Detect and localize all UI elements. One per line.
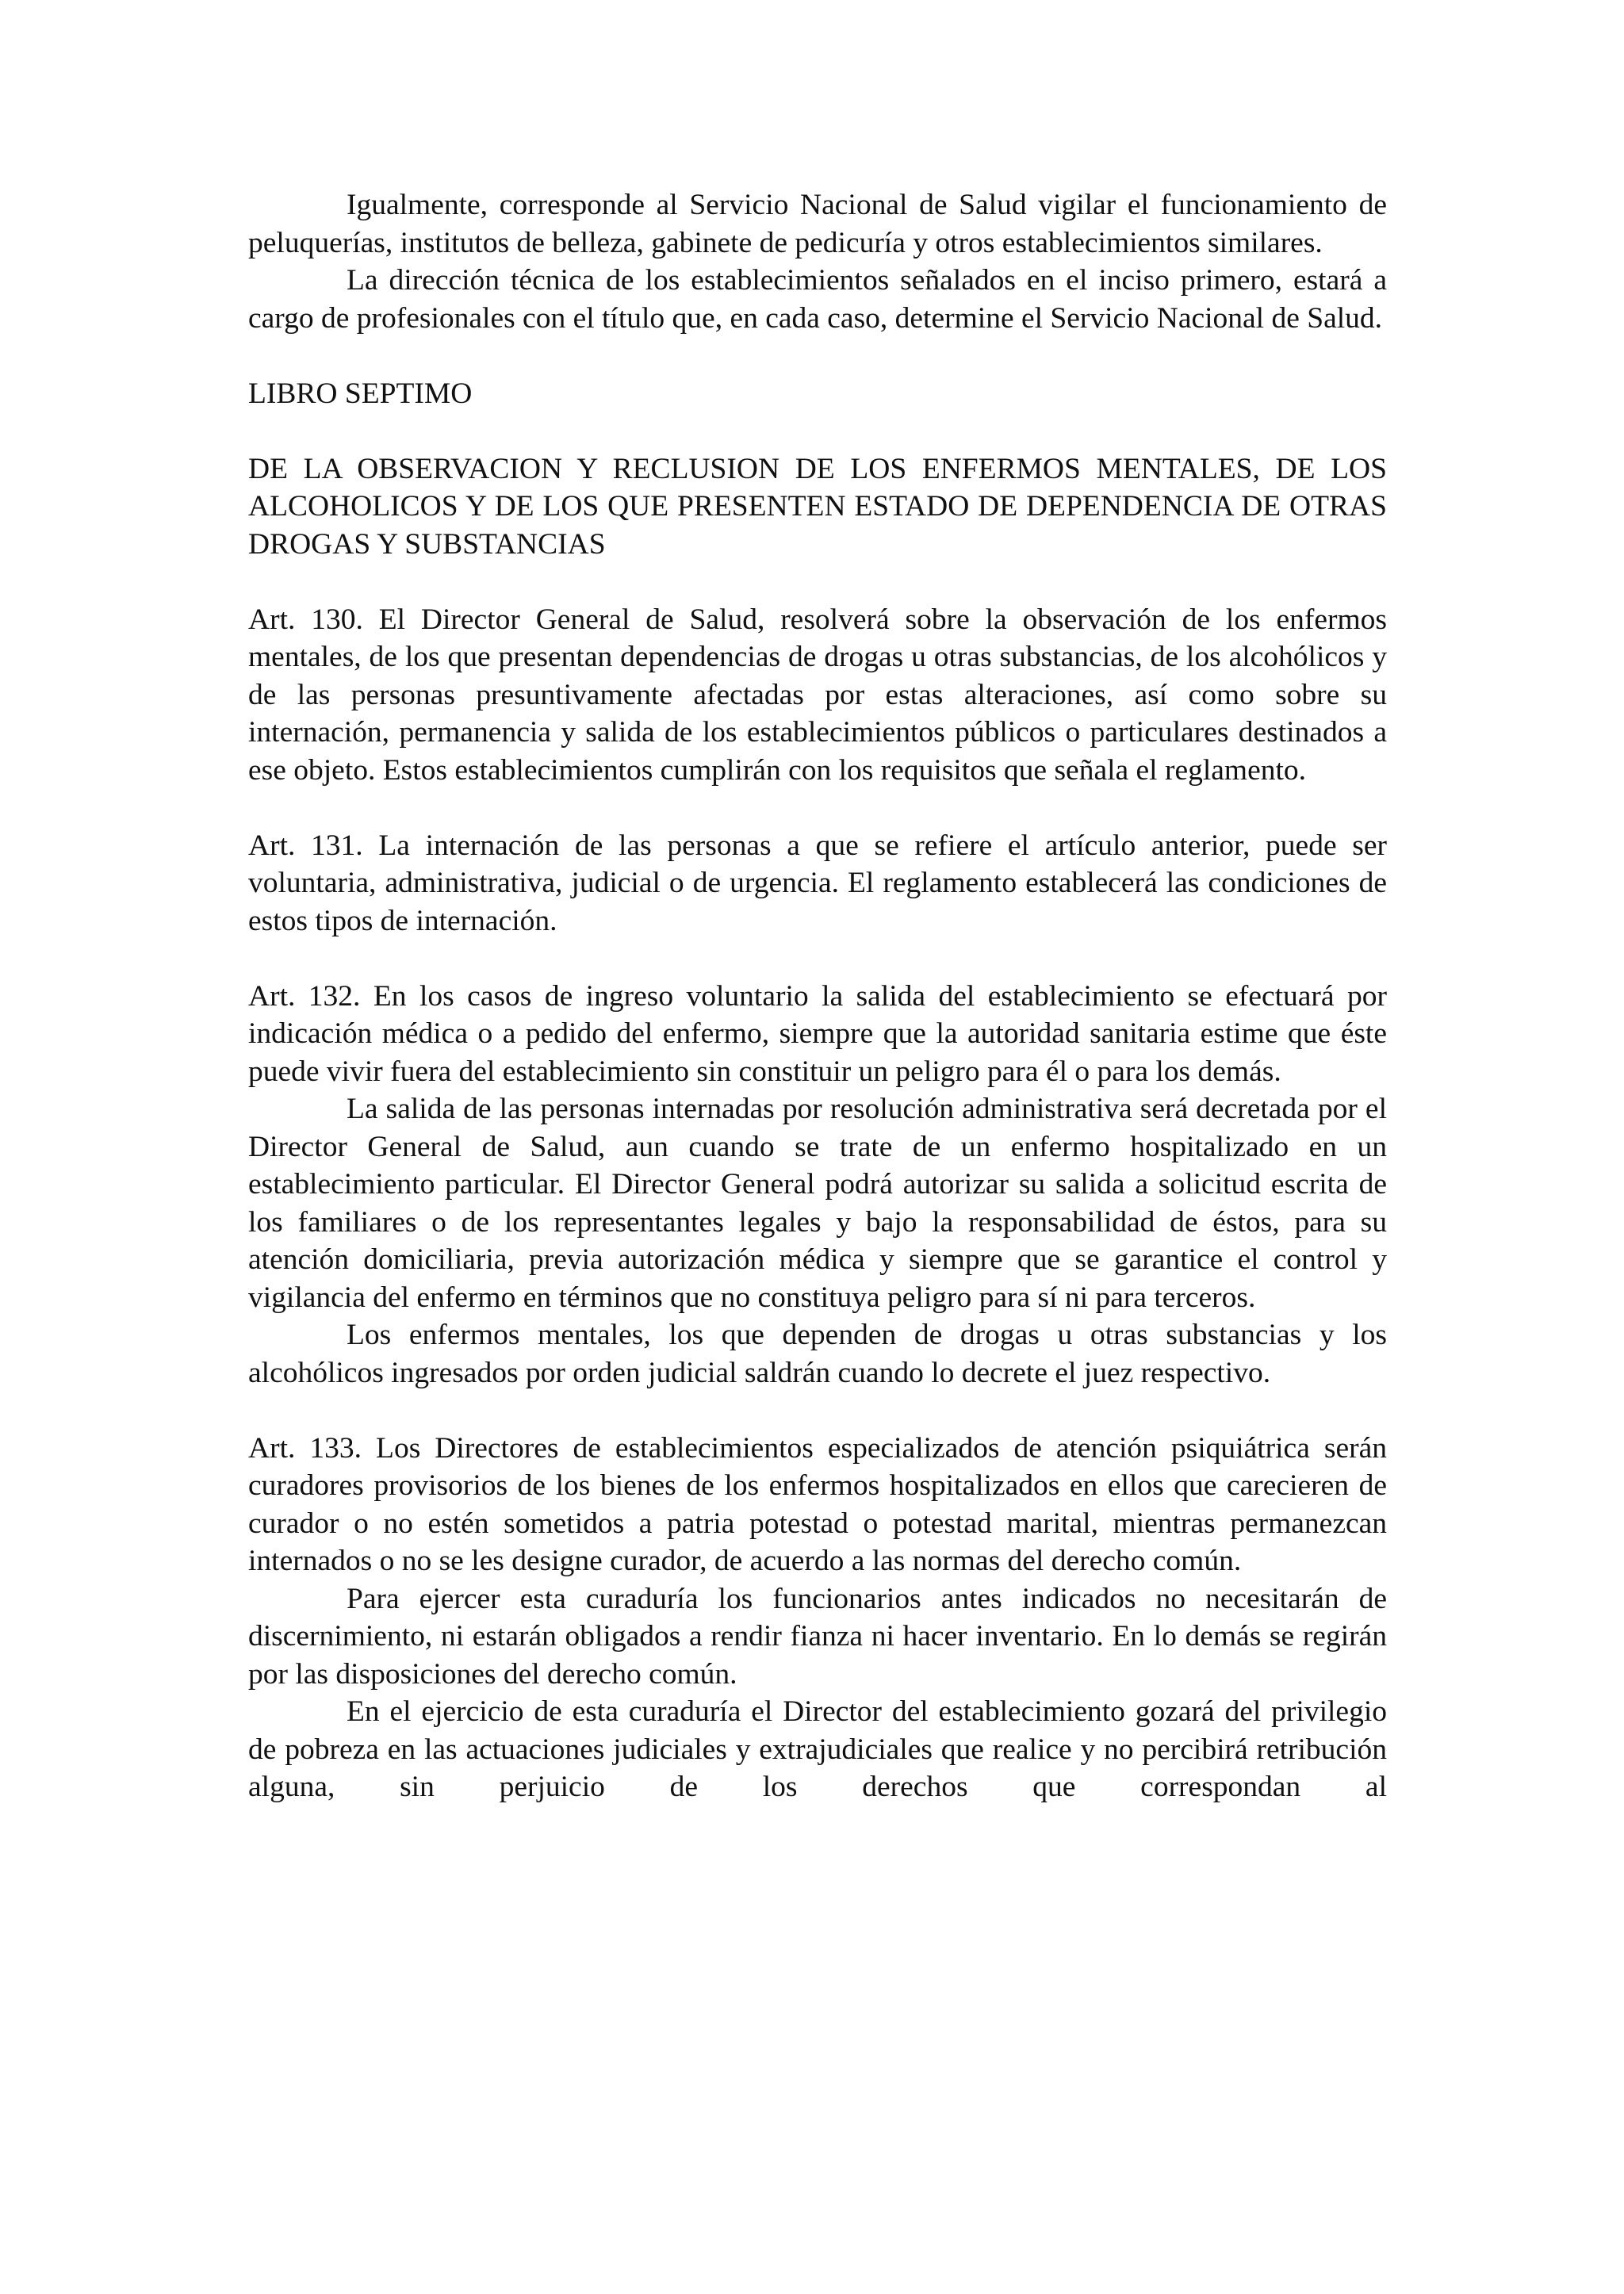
book-title: LIBRO SEPTIMO	[248, 377, 473, 410]
article-130: Art. 130. El Director General de Salud, resolverá sobre la observación de los enfermos mentales, de los que presentan dependencias de drogas u otras substancias, de los alcohólicos y de las personas presuntivamente afectadas por estas alteraciones, así como sobre su internación, permanencia y salida de los establecimientos públicos o particulares destinados a ese objeto. Estos establecimientos cumplirán con los requisitos que señala el reglamento.	[248, 603, 1387, 787]
book-subtitle: DE LA OBSERVACION Y RECLUSION DE LOS ENFERMOS MENTALES, DE LOS ALCOHOLICOS Y DE LOS QUE PRESENTEN ESTADO DE DEPENDENCIA DE OTRAS DROGAS Y SUBSTANCIAS	[248, 452, 1387, 561]
intro-paragraph-2: La dirección técnica de los establecimientos señalados en el inciso primero, estará a cargo de profesionales con el título que, en cada caso, determine el Servicio Nacional de Salud.	[248, 264, 1387, 335]
intro-paragraph-1: Igualmente, corresponde al Servicio Nacional de Salud vigilar el funcionamiento de peluquerías, institutos de belleza, gabinete de pedicuría y otros establecimientos similares.	[248, 189, 1387, 259]
document-page	[248, 186, 1387, 1806]
article-133-paragraph-2: Para ejercer esta curaduría los funcionarios antes indicados no necesitarán de discernimiento, ni estarán obligados a rendir fianza ni hacer inventario. En lo demás se regirán por las disposiciones del derecho común.	[248, 1582, 1387, 1691]
article-133-paragraph-3: En el ejercicio de esta curaduría el Director del establecimiento gozará del privilegio de pobreza en las actuaciones judiciales y extrajudiciales que realice y no percibirá retribución alguna, sin perjuicio de los derechos que correspondan al	[248, 1695, 1387, 1803]
article-132-paragraph-1: Art. 132. En los casos de ingreso voluntario la salida del establecimiento se efectuará por indicación médica o a pedido del enfermo, siempre que la autoridad sanitaria estime que éste puede vivir fuera del establecimiento sin constituir un peligro para él o para los demás.	[248, 979, 1387, 1088]
article-132-paragraph-2: La salida de las personas internadas por resolución administrativa será decretada por el Director General de Salud, aun cuando se trate de un enfermo hospitalizado en un establecimiento particular. El Director General podrá autorizar su salida a solicitud escrita de los familiares o de los representantes legales y bajo la responsabilidad de éstos, para su atención domiciliaria, previa autorización médica y siempre que se garantice el control y vigilancia del enfermo en términos que no constituya peligro para sí ni para terceros.	[248, 1093, 1387, 1314]
article-132-paragraph-3: Los enfermos mentales, los que dependen de drogas u otras substancias y los alcohólicos ingresados por orden judicial saldrán cuando lo decrete el juez respectivo.	[248, 1319, 1387, 1389]
article-133-paragraph-1: Art. 133. Los Directores de establecimientos especializados de atención psiquiátrica serán curadores provisorios de los bienes de los enfermos hospitalizados en ellos que carecieren de curador o no estén sometidos a patria potestad o potestad marital, mientras permanezcan internados o no se les designe curador, de acuerdo a las normas del derecho común.	[248, 1431, 1387, 1577]
article-131: Art. 131. La internación de las personas a que se refiere el artículo anterior, puede ser voluntaria, administrativa, judicial o de urgencia. El reglamento establecerá las condiciones de estos tipos de internación.	[248, 829, 1387, 937]
